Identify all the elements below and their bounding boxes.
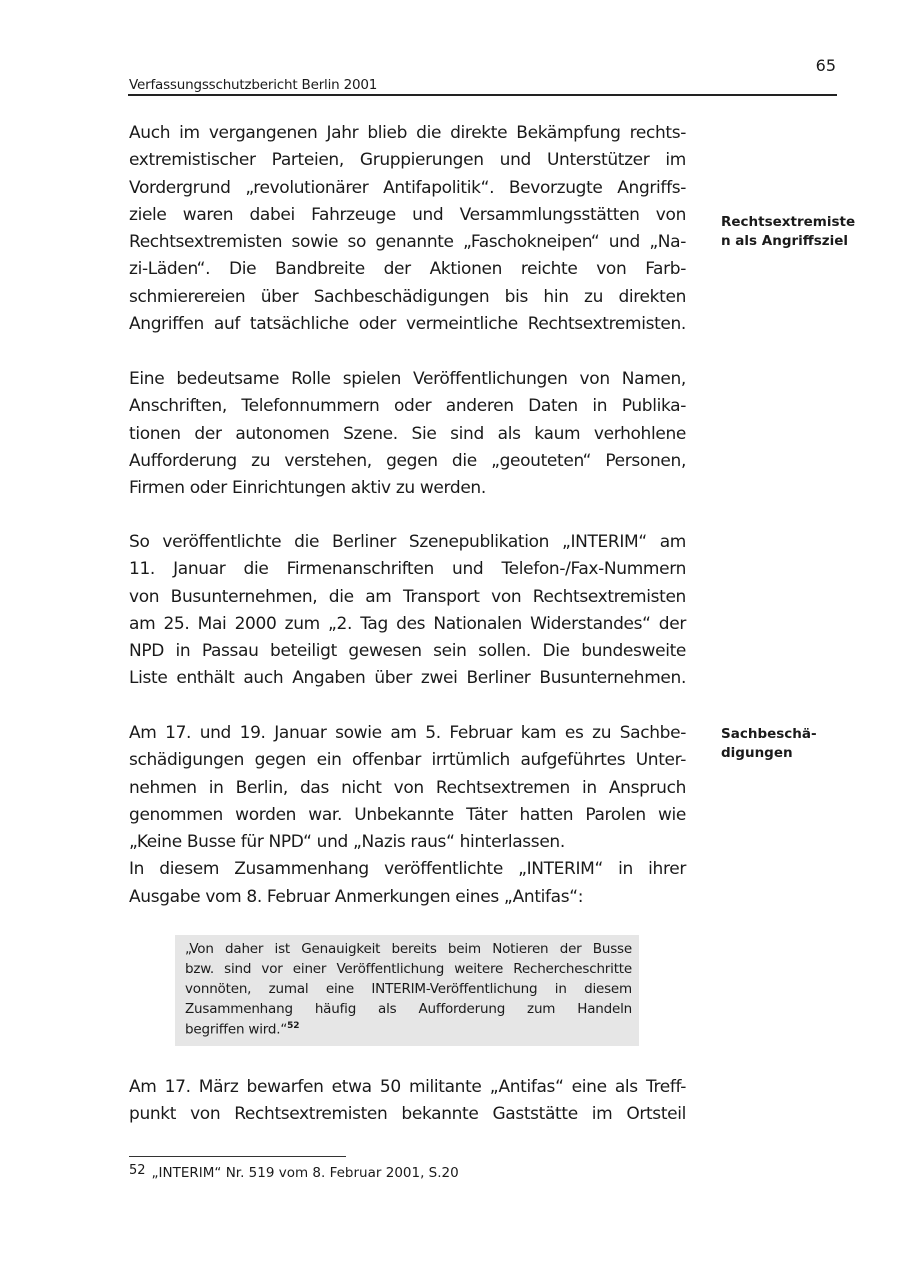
text-line: NPD in Passau beteiligt gewesen sein sollen. Die bundesweite xyxy=(129,641,686,662)
quote-text: begriffen wird.“ xyxy=(185,1021,288,1038)
paragraph-5 xyxy=(129,1074,686,1129)
text-line: 11. Januar die Firmenanschriften und Telefon-/Fax-Nummern xyxy=(129,559,686,580)
text-line: punkt von Rechtsextremisten bekannte Gaststätte im Ortsteil xyxy=(129,1104,686,1125)
text-line: So veröffentlichte die Berliner Szenepublikation „INTERIM“ am xyxy=(129,532,686,552)
text-line: Eine bedeutsame Rolle spielen Veröffentlichungen von Namen, xyxy=(129,369,686,389)
text-line: In diesem Zusammenhang veröffentlichte „INTERIM“ in ihrer xyxy=(129,859,686,880)
quote-line: „Von daher ist Genauigkeit bereits beim Notieren der Busse xyxy=(185,941,632,957)
text-line: nehmen in Berlin, das nicht von Rechtsextremen in Anspruch xyxy=(129,777,686,798)
running-header: Verfassungsschutzbericht Berlin 2001 xyxy=(129,77,378,93)
text-line: extremistischer Parteien, Gruppierungen und Unterstützer im xyxy=(129,150,686,171)
footnote-rule xyxy=(129,1156,346,1157)
quote-line-last xyxy=(185,1021,632,1038)
text-line: Anschriften, Telefonnummern oder anderen Daten in Publika- xyxy=(129,396,686,417)
text-line: ziele waren dabei Fahrzeuge und Versammlungsstätten von xyxy=(129,204,686,225)
text-line: von Busunternehmen, die am Transport von Rechtsextremisten xyxy=(129,586,686,607)
text-line: zi-Läden“. Die Bandbreite der Aktionen reichte von Farb- xyxy=(129,259,686,280)
quote-line: vonnöten, zumal eine INTERIM-Veröffentlichung in diesem xyxy=(185,981,632,997)
footnote-reference[interactable]: 52 xyxy=(287,1021,300,1031)
quote-line: bzw. sind vor einer Veröffentlichung weitere Rechercheschritte xyxy=(185,961,632,977)
text-line: Rechtsextremisten sowie so genannte „Faschokneipen“ und „Na- xyxy=(129,232,686,253)
quote-line: Zusammenhang häufig als Aufforderung zum Handeln xyxy=(185,1001,632,1017)
text-line: Auch im vergangenen Jahr blieb die direkte Bekämpfung rechts- xyxy=(129,123,686,143)
paragraph-1 xyxy=(129,120,686,338)
text-line: Aufforderung zu verstehen, gegen die „geouteten“ Personen, xyxy=(129,450,686,471)
margin-note-line: digungen xyxy=(721,745,793,761)
header-rule xyxy=(128,94,837,96)
margin-note-line: Rechtsextremiste xyxy=(721,214,856,230)
margin-note-rechtsextremisten xyxy=(721,213,871,251)
footnote-text: „INTERIM“ Nr. 519 vom 8. Februar 2001, S.20 xyxy=(151,1165,459,1181)
paragraph-4 xyxy=(129,720,686,911)
text-line: schädigungen gegen ein offenbar irrtümlich aufgeführtes Unter- xyxy=(129,750,686,771)
text-line: Firmen oder Einrichtungen aktiv zu werden. xyxy=(129,478,486,499)
paragraph-2 xyxy=(129,366,686,502)
paragraph-3 xyxy=(129,529,686,693)
footnote-number: 52 xyxy=(129,1163,146,1178)
text-line: Am 17. und 19. Januar sowie am 5. Februar kam es zu Sachbe- xyxy=(129,723,686,743)
margin-note-line: Sachbeschä- xyxy=(721,726,817,742)
page-number: 65 xyxy=(815,56,836,75)
text-line: Am 17. März bewarfen etwa 50 militante „Antifas“ eine als Treff- xyxy=(129,1077,686,1097)
margin-note-line: n als Angriffsziel xyxy=(721,233,849,249)
margin-note-sachbeschaedigungen xyxy=(721,725,871,763)
footnote xyxy=(129,1165,459,1181)
text-line: Ausgabe vom 8. Februar Anmerkungen eines „Antifas“: xyxy=(129,886,584,907)
text-line: schmierereien über Sachbeschädigungen bis hin zu direkten xyxy=(129,286,686,307)
text-line: am 25. Mai 2000 zum „2. Tag des Nationalen Widerstandes“ der xyxy=(129,613,686,634)
text-line: Angriffen auf tatsächliche oder vermeintliche Rechtsextremisten. xyxy=(129,314,686,335)
block-quote xyxy=(175,935,639,1046)
text-line: tionen der autonomen Szene. Sie sind als kaum verhohlene xyxy=(129,423,686,444)
text-line: „Keine Busse für NPD“ und „Nazis raus“ hinterlassen. xyxy=(129,832,565,853)
text-line: Vordergrund „revolutionärer Antifapolitik“. Bevorzugte Angriffs- xyxy=(129,177,686,198)
text-line: genommen worden war. Unbekannte Täter hatten Parolen wie xyxy=(129,804,686,825)
text-line: Liste enthält auch Angaben über zwei Berliner Busunternehmen. xyxy=(129,668,686,689)
